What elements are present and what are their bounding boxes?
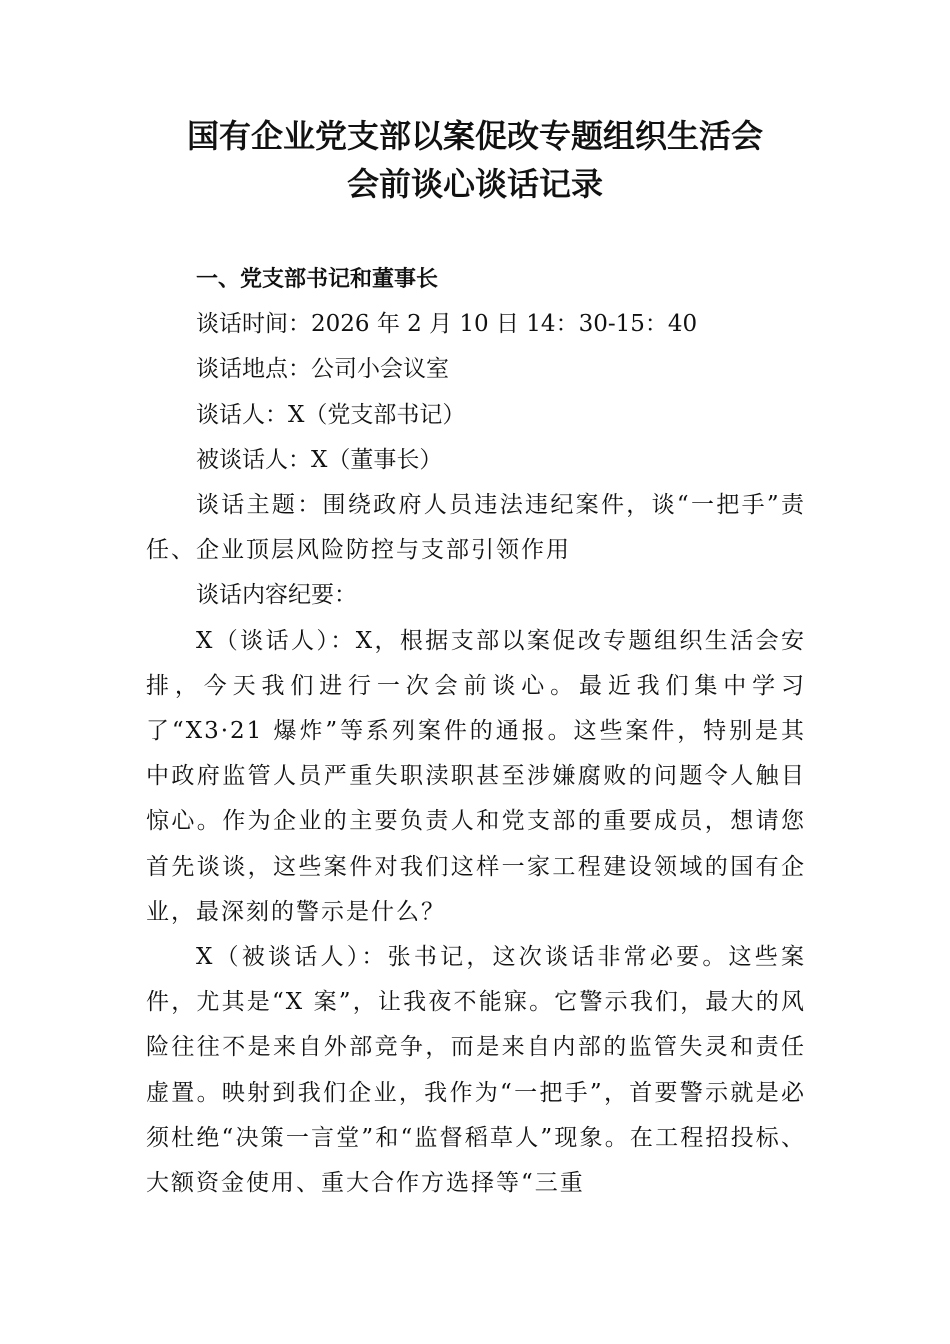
meta-speaker: 谈话人：X（党支部书记） [196,401,466,428]
document-body [146,257,806,1206]
title-line-2: 会前谈心谈话记录 [346,165,603,203]
title-line-1: 国有企业党支部以案促改专题组织生活会 [186,117,763,155]
meta-topic: 谈话主题：围绕政府人员违法违纪案件，谈“一把手”责任、企业顶层风险防控与支部引领作用 [146,492,806,564]
meta-time: 谈话时间：2026 年 2 月 10 日 14：30-15：40 [196,311,698,338]
meta-listener: 被谈话人：X（董事长） [196,446,443,473]
paragraph-speaker: X（谈话人）：X，根据支部以案促改专题组织生活会安排，今天我们进行一次会前谈心。最近我们集中学习了“X3·21 爆炸”等系列案件的通报。这些案件，特别是其中政府监管人员严重失职渎职甚至涉嫌腐败的问题令人触目惊心。作为企业的主要负责人和党支部的重要成员，想请您首先谈谈，这些案件对我们这样一家工程建设领域的国有企业，最深刻的警示是什么？ [146,627,806,925]
document-title [130,112,820,208]
summary-label: 谈话内容纪要： [196,582,357,609]
section-heading: 一、党支部书记和董事长 [196,267,439,292]
paragraph-listener: X（被谈话人）：张书记，这次谈话非常必要。这些案件，尤其是“X 案”，让我夜不能寐。它警示我们，最大的风险往往不是来自外部竞争，而是来自内部的监管失灵和责任虚置。映射到我们企业，我作为“一把手”，首要警示就是必须杜绝“决策一言堂”和“监督稻草人”现象。在工程招投标、大额资金使用、重大合作方选择等“三重 [146,944,806,1197]
meta-place: 谈话地点：公司小会议室 [196,356,449,383]
